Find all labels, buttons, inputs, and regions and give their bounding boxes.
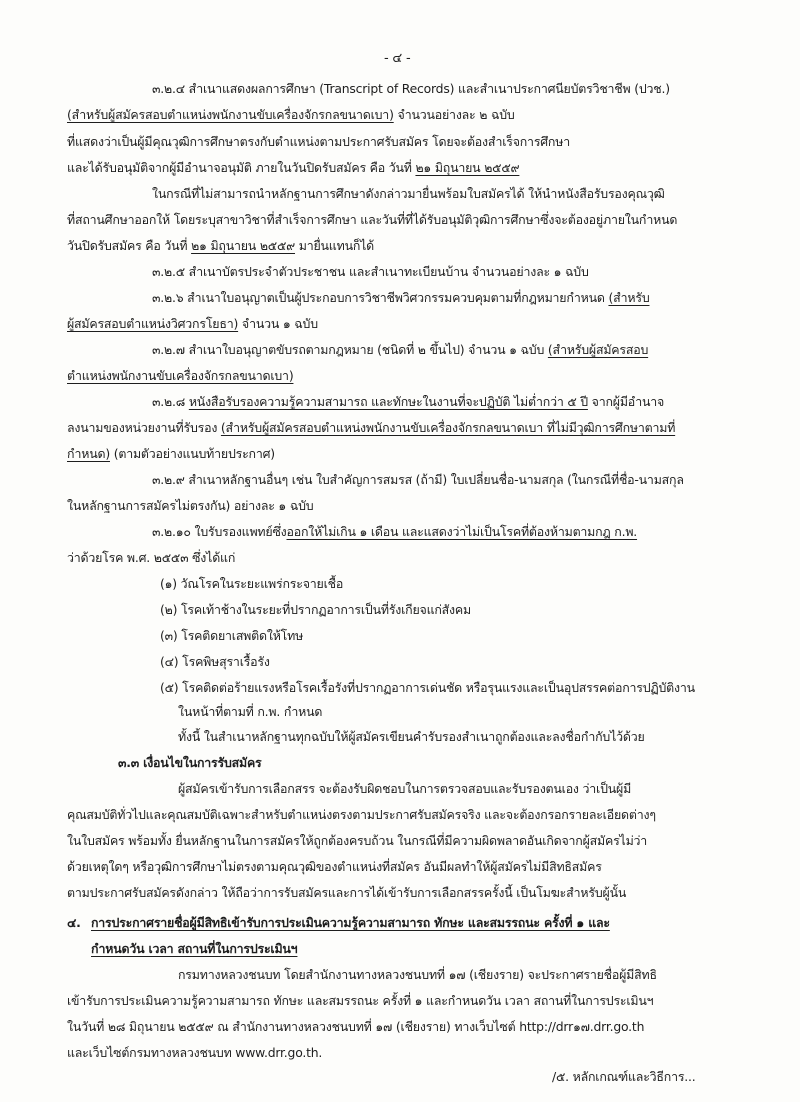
certification-note: ทั้งนี้ ในสำเนาหลักฐานทุกฉบับให้ผู้สมัครเขียนคำรับรองสำเนาถูกต้องและลงชื่อกำกับไว้ด้วย xyxy=(178,729,645,744)
item-3-2-6-line-2 xyxy=(67,315,318,333)
item-3-2-4-line-1: ๓.๒.๔ สำเนาแสดงผลการศึกษา (Transcript of Records) และสำเนาประกาศนียบัตรวิชาชีพ (ปวช.) xyxy=(152,81,670,96)
item-3-2-9-line-2: ในหลักฐานการสมัครไม่ตรงกัน) อย่างละ ๑ ฉบับ xyxy=(67,498,314,513)
text-span: ๓.๒.๗ สำเนาใบอนุญาตขับรถตามกฎหมาย (ชนิดที่ ๒ ขึ้นไป) จำนวน ๑ ฉบับ xyxy=(152,342,548,357)
item-3-2-10-line-2: ว่าด้วยโรค พ.ศ. ๒๕๕๓ ซึ่งได้แก่ xyxy=(67,550,236,565)
item-3-2-4-line-6: ที่สถานศึกษาออกให้ โดยระบุสาขาวิชาที่สำเร็จการศึกษา และวันที่ที่ได้รับอนุมัติวุฒิการศึกษาซึ่งจะต้องอยู่ภายในกำหนด xyxy=(67,212,678,227)
disease-item-5-cont: ในหน้าที่ตามที่ ก.พ. กำหนด xyxy=(178,704,323,719)
item-3-2-4-line-2 xyxy=(67,106,515,124)
text-span: วันปิดรับสมัคร คือ วันที่ xyxy=(67,238,192,253)
item-3-2-4-line-3: ที่แสดงว่าเป็นผู้มีคุณวุฒิการศึกษาตรงกับตำแหน่งตามประกาศรับสมัคร โดยจะต้องสำเร็จการศึกษา xyxy=(67,134,570,149)
item-3-2-4-line-7 xyxy=(67,237,374,255)
item-3-2-8-line-1 xyxy=(152,393,664,411)
item-3-2-7-line-1 xyxy=(152,341,648,359)
disease-item-5: (๕) โรคติดต่อร้ายแรงหรือโรคเรื้อรังที่ปรากฏอาการเด่นชัด หรือรุนแรงและเป็นอุปสรรคต่อการปฏิบัติงาน xyxy=(160,680,695,695)
section-3-3-line-1: ผู้สมัครเข้ารับการเลือกสรร จะต้องรับผิดชอบในการตรวจสอบและรับรองตนเอง ว่าเป็นผู้มี xyxy=(178,781,632,796)
disease-item-2: (๒) โรคเท้าช้างในระยะที่ปรากฏอาการเป็นที่รังเกียจแก่สังคม xyxy=(160,602,471,617)
applicant-note: ตำแหน่งพนักงานขับเครื่องจักรกลขนาดเบา) xyxy=(67,368,294,383)
section-3-3-line-4: ด้วยเหตุใดๆ หรือวุฒิการศึกษาไม่ตรงตามคุณวุฒิของตำแหน่งที่สมัคร อันมีผลทำให้ผู้สมัครไม่มีสิทธิสมัคร xyxy=(67,859,602,874)
applicant-note: (สำหรับผู้สมัครสอบ xyxy=(547,342,649,357)
section-4-line-1: กรมทางหลวงชนบท โดยสำนักงานทางหลวงชนบทที่ ๑๗ (เชียงราย) จะประกาศรายชื่อผู้มีสิทธิ xyxy=(178,967,657,982)
applicant-note: กำหนด) xyxy=(67,446,110,461)
disease-item-1: (๑) วัณโรคในระยะแพร่กระจายเชื้อ xyxy=(160,576,344,591)
section-3-3-heading: ๓.๓ เงื่อนไขในการรับสมัคร xyxy=(118,755,262,770)
item-3-2-7-line-2 xyxy=(67,367,293,385)
applicant-note: (สำหรับผู้สมัครสอบตำแหน่งพนักงานขับเครื่องจักรกลขนาดเบา) xyxy=(67,107,394,122)
certificate-requirement: หนังสือรับรองความรู้ความสามารถ และทักษะในงานที่จะปฏิบัติ ไม่ต่ำกว่า ๕ ปี xyxy=(188,394,588,409)
item-3-2-9-line-1: ๓.๒.๙ สำเนาหลักฐานอื่นๆ เช่น ใบสำคัญการสมรส (ถ้ามี) ใบเปลี่ยนชื่อ-นามสกุล (ในกรณีที่ชื่อ-นามสกุล xyxy=(152,472,684,487)
continued-next-page: /๕. หลักเกณฑ์และวิธีการ... xyxy=(552,1069,696,1084)
item-3-2-10-line-1 xyxy=(152,523,637,541)
applicant-note: (สำหรับ xyxy=(608,290,650,305)
item-3-2-8-line-2 xyxy=(67,419,675,437)
item-3-2-8-line-3 xyxy=(67,445,275,463)
page-number: - ๔ - xyxy=(384,51,411,66)
text-span: (ตามตัวอย่างแนบท้ายประกาศ) xyxy=(109,446,275,461)
section-4-heading-line-1: การประกาศรายชื่อผู้มีสิทธิเข้ารับการประเมินความรู้ความสามารถ ทักษะ และสมรรถนะ ครั้งที่ ๑ และ xyxy=(91,915,610,930)
applicant-note: ผู้สมัครสอบตำแหน่งวิศวกรโยธา) xyxy=(67,316,239,331)
item-3-2-6-line-1 xyxy=(152,289,650,307)
section-4-line-3: ในวันที่ ๒๘ มิถุนายน ๒๕๕๙ ณ สำนักงานทางหลวงชนบทที่ ๑๗ (เชียงราย) ทางเว็บไซต์ http://drr๑๗.drr.go.th xyxy=(67,1019,645,1034)
text-span: จำนวน ๑ ฉบับ xyxy=(238,316,318,331)
section-3-3-line-5: ตามประกาศรับสมัครดังกล่าว ให้ถือว่าการรับสมัครและการได้เข้ารับการเลือกสรรครั้งนี้ เป็นโมฆะสำหรับผู้นั้น xyxy=(67,885,627,900)
text-span: ๓.๒.๖ สำเนาใบอนุญาตเป็นผู้ประกอบการวิชาชีพวิศวกรรมควบคุมตามที่กฎหมายกำหนด xyxy=(152,290,609,305)
closing-date: ๒๑ มิถุนายน ๒๕๕๙ xyxy=(415,160,520,175)
text-span: ๓.๒.๑๐ ใบรับรองแพทย์ซึ่ง xyxy=(152,524,287,539)
text-span: และได้รับอนุมัติจากผู้มีอำนาจอนุมัติ ภายในวันปิดรับสมัคร คือ วันที่ xyxy=(67,160,416,175)
closing-date: ๒๑ มิถุนายน ๒๕๕๙ xyxy=(191,238,296,253)
copy-count: จำนวนอย่างละ ๒ ฉบับ xyxy=(393,107,515,122)
section-3-3-line-2: คุณสมบัติทั่วไปและคุณสมบัติเฉพาะสำหรับตำแหน่งตรงตามประกาศรับสมัครจริง และจะต้องกรอกรายละเอียดต่างๆ xyxy=(67,807,656,822)
section-4-line-4: และเว็บไซต์กรมทางหลวงชนบท www.drr.go.th. xyxy=(67,1045,323,1060)
disease-item-4: (๔) โรคพิษสุราเรื้อรัง xyxy=(160,654,270,669)
item-3-2-4-line-4 xyxy=(67,159,519,177)
item-3-2-5: ๓.๒.๕ สำเนาบัตรประจำตัวประชาชน และสำเนาทะเบียนบ้าน จำนวนอย่างละ ๑ ฉบับ xyxy=(152,264,589,279)
text-span: จากผู้มีอำนาจ xyxy=(587,394,665,409)
medical-requirement: ออกให้ไม่เกิน ๑ เดือน และแสดงว่าไม่เป็นโรคที่ต้องห้ามตามกฎ ก.พ. xyxy=(286,524,638,539)
item-3-2-4-line-5: ในกรณีที่ไม่สามารถนำหลักฐานการศึกษาดังกล่าวมายื่นพร้อมใบสมัครได้ ให้นำหนังสือรับรองคุณวุฒิ xyxy=(152,186,665,201)
applicant-note: (สำหรับผู้สมัครสอบตำแหน่งพนักงานขับเครื่องจักรกลขนาดเบา ที่ไม่มีวุฒิการศึกษาตามที่ xyxy=(220,420,676,435)
section-4-line-2: เข้ารับการประเมินความรู้ความสามารถ ทักษะ และสมรรถนะ ครั้งที่ ๑ และกำหนดวัน เวลา สถานที่ในการประเมินฯ xyxy=(67,993,654,1008)
text-span: ๓.๒.๘ xyxy=(152,394,189,409)
text-span: ลงนามของหน่วยงานที่รับรอง xyxy=(67,420,221,435)
text-span: มายื่นแทนก็ได้ xyxy=(295,238,375,253)
disease-item-3: (๓) โรคติดยาเสพติดให้โทษ xyxy=(160,628,304,643)
section-4-number: ๔. xyxy=(67,915,81,930)
section-4-heading-line-2: กำหนดวัน เวลา สถานที่ในการประเมินฯ xyxy=(91,941,298,956)
section-3-3-line-3: ในใบสมัคร พร้อมทั้ง ยื่นหลักฐานในการสมัครให้ถูกต้องครบถ้วน ในกรณีที่มีความผิดพลาดอันเกิดจากผู้สมัครไม่ว่า xyxy=(67,833,648,848)
